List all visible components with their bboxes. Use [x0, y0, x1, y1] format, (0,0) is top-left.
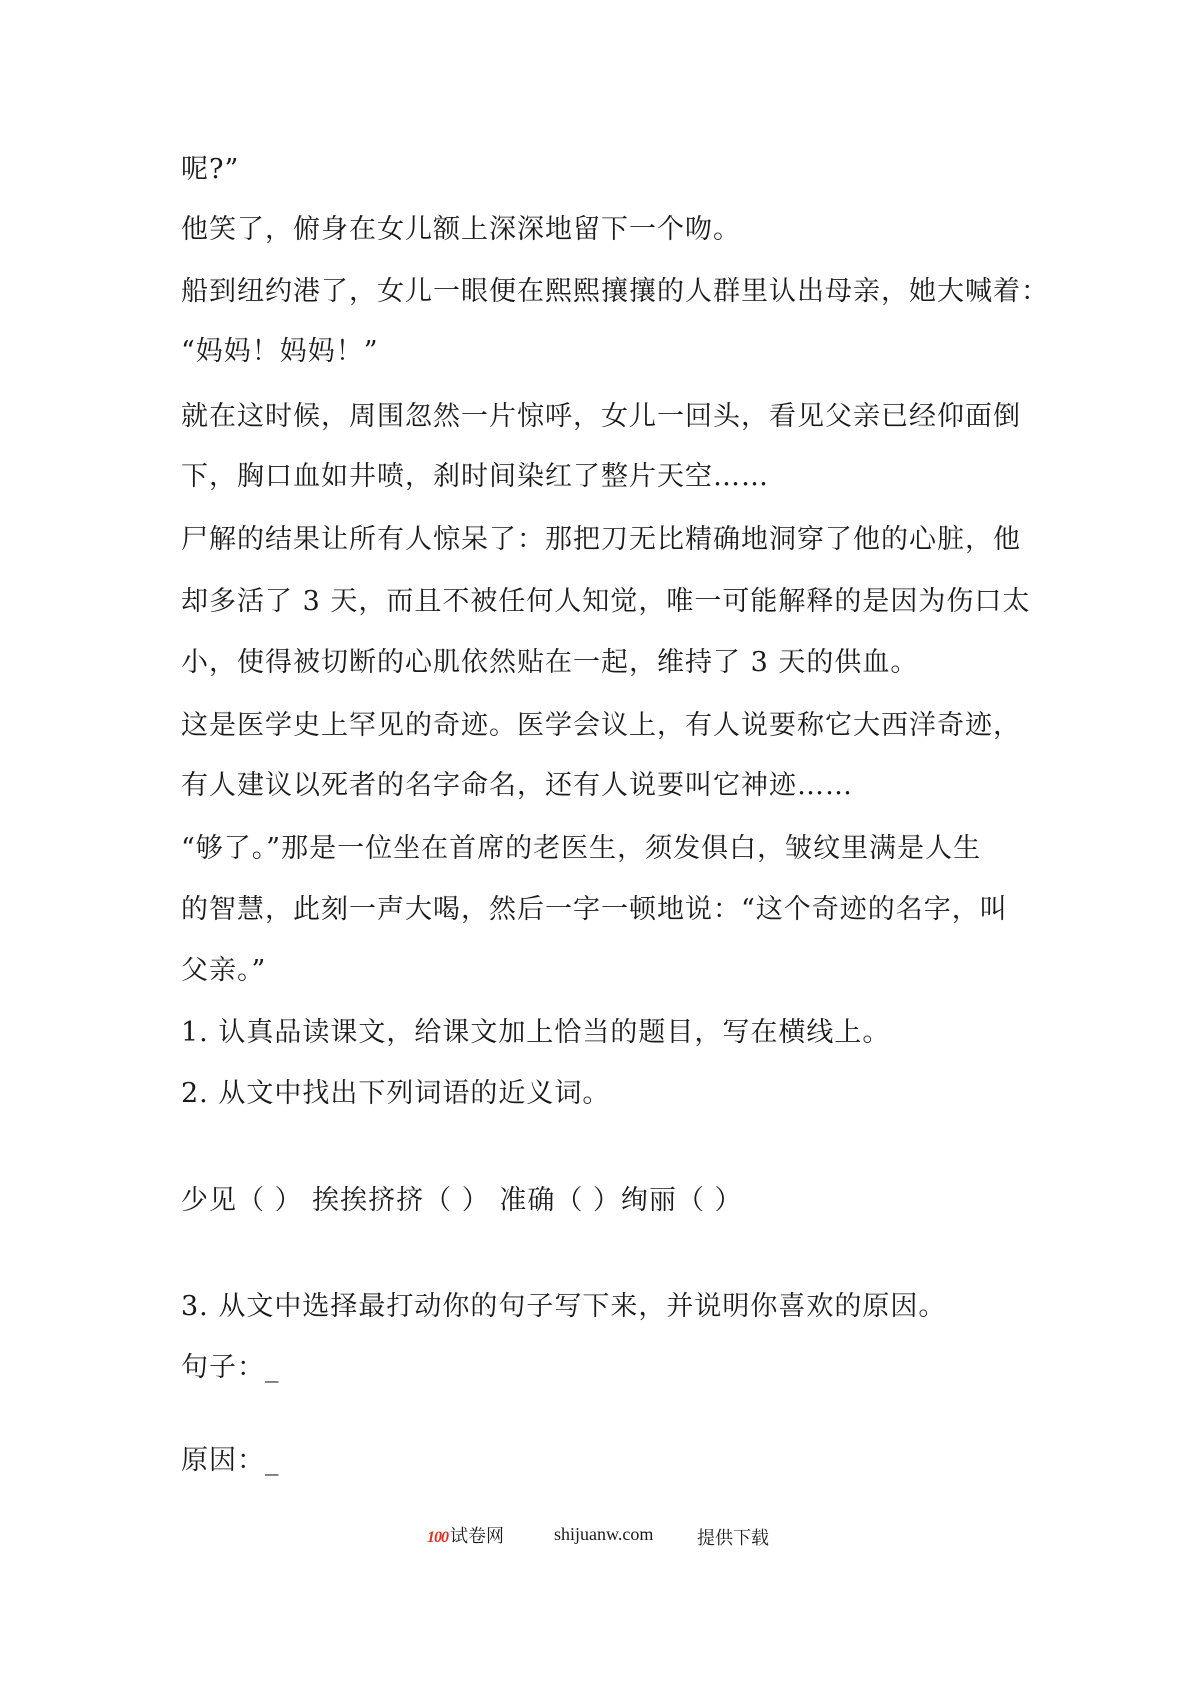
question-2-words: 少见（ ） 挨挨挤挤（ ） 准确（ ）绚丽（ ） [181, 1185, 743, 1216]
text-line: 船到纽约港了，女儿一眼便在熙熙攘攘的人群里认出母亲，她大喊着： [181, 276, 1049, 307]
provide-download-text: 提供下载 [697, 1528, 769, 1548]
question-1: 1. 认真品读课文，给课文加上恰当的题目，写在横线上。 [181, 1017, 891, 1048]
reason-answer-field: 原因：_ [181, 1445, 280, 1476]
page-footer [0, 1518, 1191, 1552]
text-line: 有人建议以死者的名字命名，还有人说要叫它神迹…… [181, 770, 853, 801]
logo-number: 100 [427, 1529, 448, 1546]
logo-text: 试卷网 [450, 1526, 504, 1546]
text-line: 就在这时候，周围忽然一片惊呼，女儿一回头，看见父亲已经仰面倒 [181, 401, 1021, 432]
text-line: 却多活了 3 天，而且不被任何人知觉，唯一可能解释的是因为伤口太 [181, 586, 1031, 617]
question-3: 3. 从文中选择最打动你的句子写下来，并说明你喜欢的原因。 [181, 1291, 947, 1322]
text-line: 下，胸口血如井喷，刹时间染红了整片天空…… [181, 461, 769, 492]
site-logo [427, 1522, 504, 1548]
site-url: shijuanw.com [554, 1524, 654, 1544]
text-line: 的智慧，此刻一声大喝，然后一字一顿地说：“这个奇迹的名字，叫 [181, 894, 1008, 925]
text-line: “妈妈！妈妈！” [181, 336, 379, 367]
text-line: “够了。”那是一位坐在首席的老医生，须发俱白，皱纹里满是人生 [181, 833, 982, 864]
text-line: 这是医学史上罕见的奇迹。医学会议上，有人说要称它大西洋奇迹， [181, 710, 1021, 741]
sentence-answer-field: 句子：_ [181, 1352, 280, 1383]
text-line: 他笑了，俯身在女儿额上深深地留下一个吻。 [181, 214, 741, 245]
text-line: 小，使得被切断的心肌依然贴在一起，维持了 3 天的供血。 [181, 647, 919, 678]
text-line: 尸解的结果让所有人惊呆了：那把刀无比精确地洞穿了他的心脏，他 [181, 524, 1021, 555]
question-2: 2. 从文中找出下列词语的近义词。 [181, 1078, 611, 1109]
text-line: 父亲。” [181, 955, 267, 986]
text-line: 呢?” [181, 154, 240, 185]
